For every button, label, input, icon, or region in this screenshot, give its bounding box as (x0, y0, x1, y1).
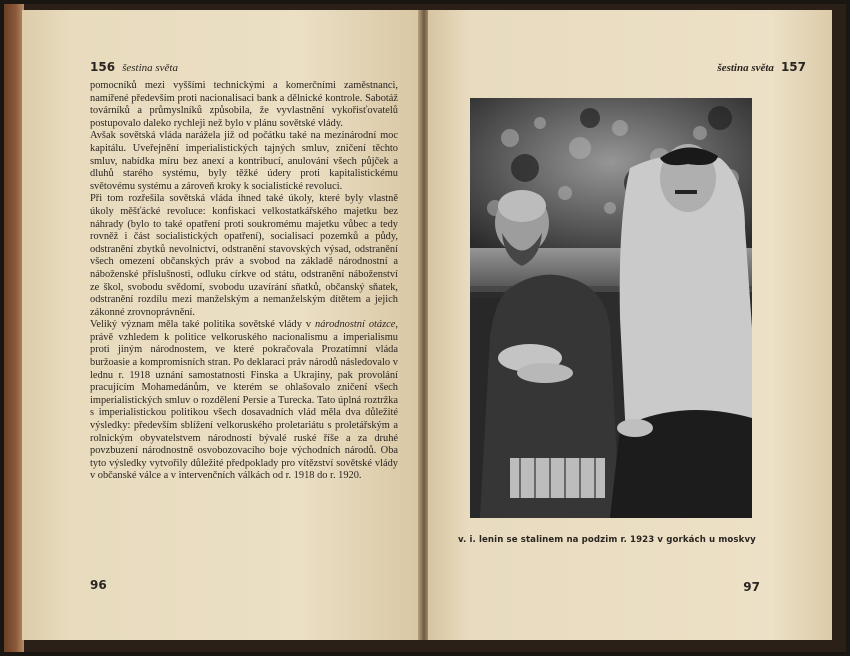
left-page-header (90, 60, 178, 75)
left-page-body (90, 80, 398, 483)
paragraph-part: , právě vzhledem k politice velkoruského nacionalismu a imperialismu proti jiným národnostem, ve které pokračovala Prozatímní vláda buržoasie a kompromisních stran. Po deklaraci práv národů následovalo v lednu r. 1918 uznání samostatnosti Finska a Ukrajiny, pak provolání pracujícím Mohamedánům, ve kterém se ohlašovalo zničení všech imperialistických smluv o rozdělení Persie a Turecka. Tato úplná roztržka s imperialistickou politikou všech dosavadních vlád měla dva důležité výsledky: především sblížení velkoruského proletariátu s proletářským a rolnickým obyvatelstvem národností bývalé ruské říše a za druhé povzbuzení národnostně osvobozovacího boje východních národů. Oba tyto výsledky vytvořily důležité předpoklady pro vítězství sovětské vlády v občanské válce a v intervenčních válkách od r. 1918 do r. 1920. (90, 319, 398, 482)
paragraph-part: Veliký význam měla také politika sovětské vlády v (90, 319, 316, 331)
right-folio: 97 (743, 580, 760, 594)
right-page (428, 10, 832, 640)
paragraph (90, 319, 398, 483)
paragraph: Avšak sovětská vláda narážela již od počátku také na mezinárodní moc kapitálu. Uveřejnění imperialistických tajných smluv, zničení těchto smluv, nabídka míru bez anexí a kontribucí, anulování všech půjček a dluhů starého systému, byly těžké údery proti kapitalistickému světovému systému a zároveň kroky k socialistické revoluci. (90, 130, 398, 192)
paragraph: Při tom rozřešila sovětská vláda ihned také úkoly, které byly vlastně úkoly měšťácké revoluce: konfiskaci velkostatkářského majetku bez náhrady (bylo to také opatření proti soukromému majetku vůbec a tedy rovněž i část socialistických opatření), socialisaci pozemků a půdy, odstranění zbytků nevolnictví, odstranění stavovských výsad, odstranění všech omezení občanských práv a svobod na základě národnostní a náboženské příslušnosti, odluku církve od státu, odstranění náboženství ze škol, svobodu svědomí, svobodu uzavírání sňatků, občanský sňatek, odstranění rozdílu mezi manželským a nemanželským dítětem a jejich zákonné zrovnoprávnění. (90, 193, 398, 318)
left-running-title: šestina světa (122, 62, 178, 74)
right-running-title: šestina světa (717, 62, 774, 74)
photo-caption: v. i. lenin se stalinem na podzim r. 1923 v gorkách u moskvy (458, 535, 756, 545)
left-folio: 96 (90, 578, 107, 592)
book-cover-edge (4, 4, 24, 652)
emphasized-term: národnostní otázce (315, 319, 396, 331)
photo-illustration (470, 98, 752, 518)
left-page (22, 10, 420, 640)
left-header-page-number: 156 (90, 60, 116, 74)
paragraph: pomocníků mezi vyššími technickými a komerčními zaměstnanci, namířené především proti nacionalisaci bank a dělnické kontrole. Sabotáž továrníků a průmyslníků způsobila, že vyvlastnění vykořisťovatelů postupovalo daleko rychleji než bylo v plánu sovětské vlády. (90, 80, 398, 129)
historical-photo (470, 98, 752, 518)
right-page-header (717, 60, 806, 75)
right-header-page-number: 157 (780, 60, 806, 74)
open-book (4, 4, 846, 652)
